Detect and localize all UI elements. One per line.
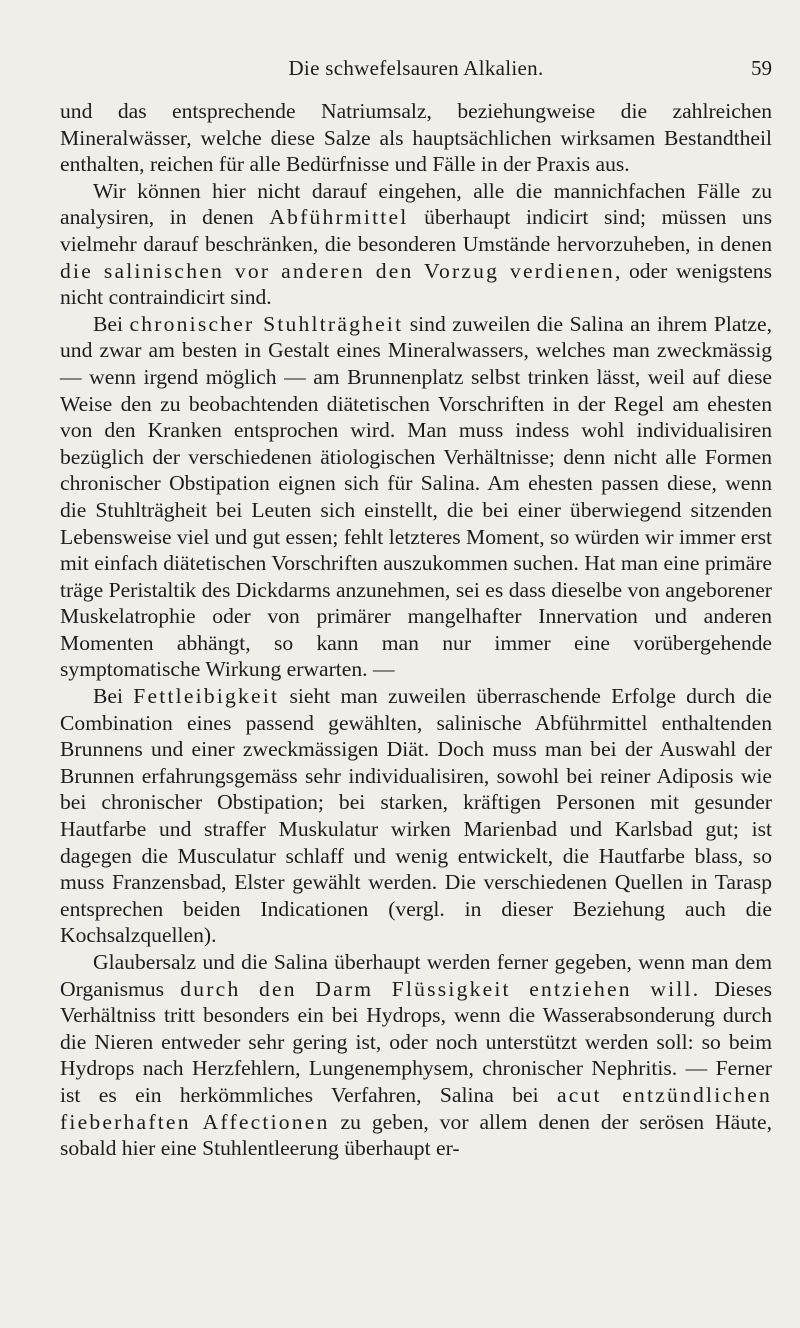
text-run: überhaupt indicirt sind; müssen uns vielmehr darauf beschränken, die besonderen Umstände hervorzuheben, in denen xyxy=(60,205,773,256)
page-header xyxy=(60,56,772,84)
emphasized-text: die salinischen vor anderen den Vorzug verdienen xyxy=(60,258,615,283)
emphasized-text: chronischer Stuhlträgheit xyxy=(129,311,404,336)
text-run: , oder wenigstens nicht contraindicirt sind. xyxy=(60,258,772,310)
text-run: Glaubersalz und die Salina überhaupt werden ferner gegeben, wenn man dem Organismus xyxy=(60,950,772,1001)
emphasized-text: Fettleibigkeit xyxy=(133,684,280,709)
paragraph xyxy=(60,98,772,178)
text-run: zu geben, vor allem denen der serösen Häute, sobald hier eine Stuhlentleerung überhaupt er- xyxy=(60,1109,772,1161)
body-text xyxy=(60,98,772,1162)
emphasized-text: durch den Darm Flüssigkeit entziehen will xyxy=(180,976,693,1001)
text-run: . Dieses Verhältniss tritt besonders ein bei Hydrops, wenn die Wasserabsonderung durch die Nieren entweder sehr gering ist, oder noch unterstützt werden soll: so beim Hydrops nach Herzfehlern, Lungenemphysem, chronischer Nephritis. — Ferner ist es ein herkömmliches Verfahren, Salina bei xyxy=(60,976,773,1107)
paragraph xyxy=(60,311,772,683)
text-run: Wir können hier nicht darauf eingehen, alle die mannichfachen Fälle zu analysiren, in denen xyxy=(60,178,772,230)
paragraph xyxy=(60,178,772,311)
paragraph xyxy=(60,949,772,1162)
text-run: Bei xyxy=(93,684,134,709)
emphasized-text: acut entzündlichen fieberhaften Affectionen xyxy=(60,1082,772,1134)
text-run: sieht man zuweilen überraschende Erfolge durch die Combination eines passend gewählten, salinische Abführmittel enthaltenden Brunnens und einer zweckmässigen Diät. Doch muss man bei der Auswahl der Brunnen erfahrungsgemäss sehr individualisiren, sowohl bei reiner Adiposis wie bei chronischer Obstipation; bei starken, kräftigen Personen mit gesunder Hautfarbe und straffer Muskulatur wirken Marienbad und Karlsbad gut; ist dagegen die Musculatur schlaff und wenig entwickelt, die Hautfarbe blass, so muss Franzensbad, Elster gewählt werden. Die verschiedenen Quellen in Tarasp entsprechen beiden Indicationen (vergl. in dieser Beziehung auch die Kochsalzquellen). xyxy=(60,684,772,948)
emphasized-text: Abführmittel xyxy=(269,205,409,230)
text-run: sind zuweilen die Salina an ihrem Platze, und zwar am besten in Gestalt eines Mineralwassers, welches man zweckmässig — wenn irgend möglich — am Brunnenplatz selbst trinken lässt, weil auf diese Weise den zu beobachtenden diätetischen Vorschriften in der Regel am ehesten von den Kranken entsprochen wird. Man muss indess wohl individualisiren bezüglich der verschiedenen ätiologischen Verhältnisse; denn nicht alle Formen chronischer Obstipation eignen sich für Salina. Am ehesten passen diese, wenn die Stuhlträgheit bei Leuten sich einstellt, die bei einer überwiegend sitzenden Lebensweise viel und gut essen; fehlt letzteres Moment, so würden wir immer erst mit einfach diätetischen Vorschriften auszukommen suchen. Hat man eine primäre träge Peristaltik des Dickdarms anzunehmen, sei es dass dieselbe von angeborener Muskelatrophie oder von primärer mangelhafter Innervation und anderen Momenten abhängt, so kann man nur immer eine vorübergehende symptomatische Wirkung erwarten. — xyxy=(60,311,772,682)
text-run: und das entsprechende Natriumsalz, beziehungweise die zahlreichen Mineralwässer, welche diese Salze als hauptsächlichen wirksamen Bestandtheil enthalten, reichen für alle Bedürfnisse und Fälle in der Praxis aus. xyxy=(60,99,772,177)
running-title: Die schwefelsauren Alkalien. xyxy=(288,56,544,80)
paragraph xyxy=(60,683,772,949)
text-run: Bei xyxy=(93,311,130,336)
page-number: 59 xyxy=(751,56,772,80)
